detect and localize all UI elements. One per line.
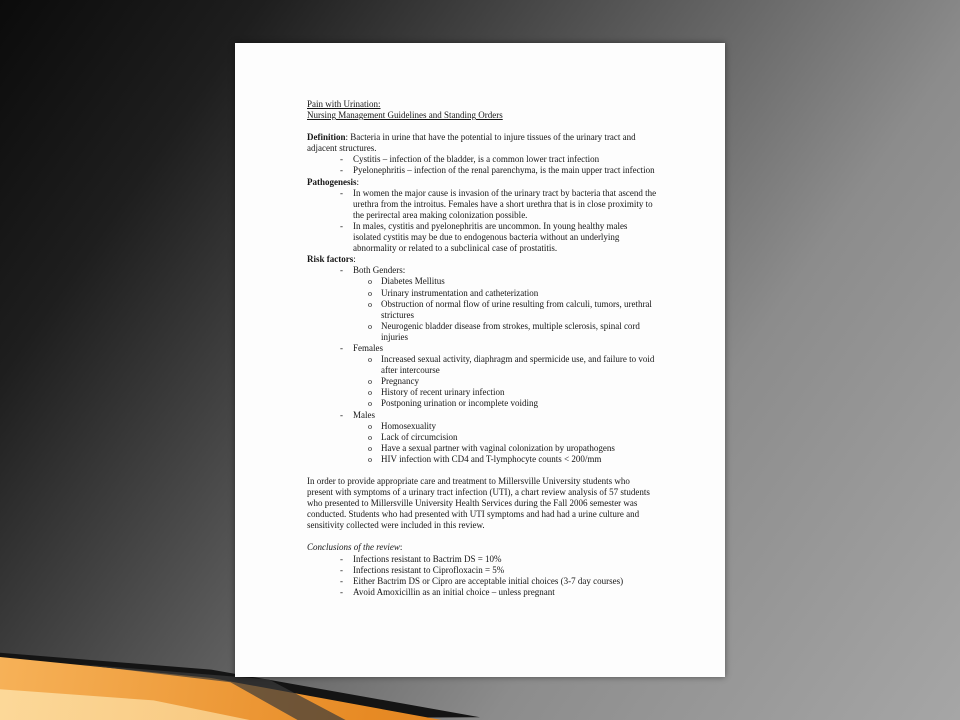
pathogenesis-heading: Pathogenesis: xyxy=(307,176,360,187)
risk-item: o Pregnancy xyxy=(307,376,657,387)
risk-item: o Neurogenic bladder disease from strokes, multiple sclerosis, spinal cord injuries xyxy=(307,321,657,343)
risk-item: o Postponing urination or incomplete voiding xyxy=(307,398,657,409)
risk-item: o Urinary instrumentation and catheterization xyxy=(307,288,657,299)
risk-item: o Have a sexual partner with vaginal colonization by uropathogens xyxy=(307,443,657,454)
pathogenesis-item: - In males, cystitis and pyelonephritis are uncommon. In young healthy males isolated cystitis may be due to endogenous bacteria without an underlying abnormality or related to a subclinical case of prostatitis. xyxy=(307,221,657,254)
definition-text: : Bacteria in urine that have the potential to injure tissues of the urinary tract and adjacent structures. xyxy=(307,132,636,154)
risk-item: o History of recent urinary infection xyxy=(307,387,657,398)
risk-item: o Increased sexual activity, diaphragm and spermicide use, and failure to void after intercourse xyxy=(307,354,657,376)
conclusions-label: Conclusions of the review xyxy=(307,542,400,553)
females-heading: - Females xyxy=(307,343,657,354)
definition-label: Definition xyxy=(307,132,346,143)
pathogenesis-label: Pathogenesis xyxy=(307,176,357,187)
definition-paragraph xyxy=(307,132,657,154)
document-title-line2: Nursing Management Guidelines and Standing Orders xyxy=(307,110,503,121)
document-content xyxy=(307,99,657,598)
conclusion-item: - Infections resistant to Bactrim DS = 10% xyxy=(307,554,657,565)
conclusion-item: - Avoid Amoxicillin as an initial choice – unless pregnant xyxy=(307,587,657,598)
definition-item: - Pyelonephritis – infection of the renal parenchyma, is the main upper tract infection xyxy=(307,165,657,176)
review-paragraph: In order to provide appropriate care and treatment to Millersville University students who present with symptoms of a urinary tract infection (UTI), a chart review analysis of 57 students who presented to Millersville University Health Services during the Fall 2006 semester was conducted. Students who had presented with UTI symptoms and had had a urine culture and sensitivity collected were included in this review. xyxy=(307,476,650,531)
pathogenesis-item: - In women the major cause is invasion of the urinary tract by bacteria that ascend the urethra from the introitus. Females have a short urethra that is in close proximity to the perirectal area making colonization possible. xyxy=(307,188,657,221)
risk-item: o HIV infection with CD4 and T-lymphocyte counts < 200/mm xyxy=(307,454,657,465)
risk-item: o Obstruction of normal flow of urine resulting from calculi, tumors, urethral strictures xyxy=(307,299,657,321)
risk-item: o Homosexuality xyxy=(307,421,657,432)
risk-item: o Diabetes Mellitus xyxy=(307,276,657,287)
both-genders-heading: - Both Genders: xyxy=(307,265,657,276)
definition-item: - Cystitis – infection of the bladder, is a common lower tract infection xyxy=(307,154,657,165)
males-heading: - Males xyxy=(307,410,657,421)
conclusions-heading: Conclusions of the review: xyxy=(307,542,403,553)
risk-factors-heading: Risk factors: xyxy=(307,254,356,265)
risk-item: o Lack of circumcision xyxy=(307,432,657,443)
conclusion-item: - Infections resistant to Ciprofloxacin = 5% xyxy=(307,565,657,576)
document-title-line1: Pain with Urination: xyxy=(307,99,381,109)
document-page xyxy=(235,43,725,677)
conclusion-item: - Either Bactrim DS or Cipro are acceptable initial choices (3-7 day courses) xyxy=(307,576,657,587)
risk-factors-label: Risk factors xyxy=(307,254,354,265)
